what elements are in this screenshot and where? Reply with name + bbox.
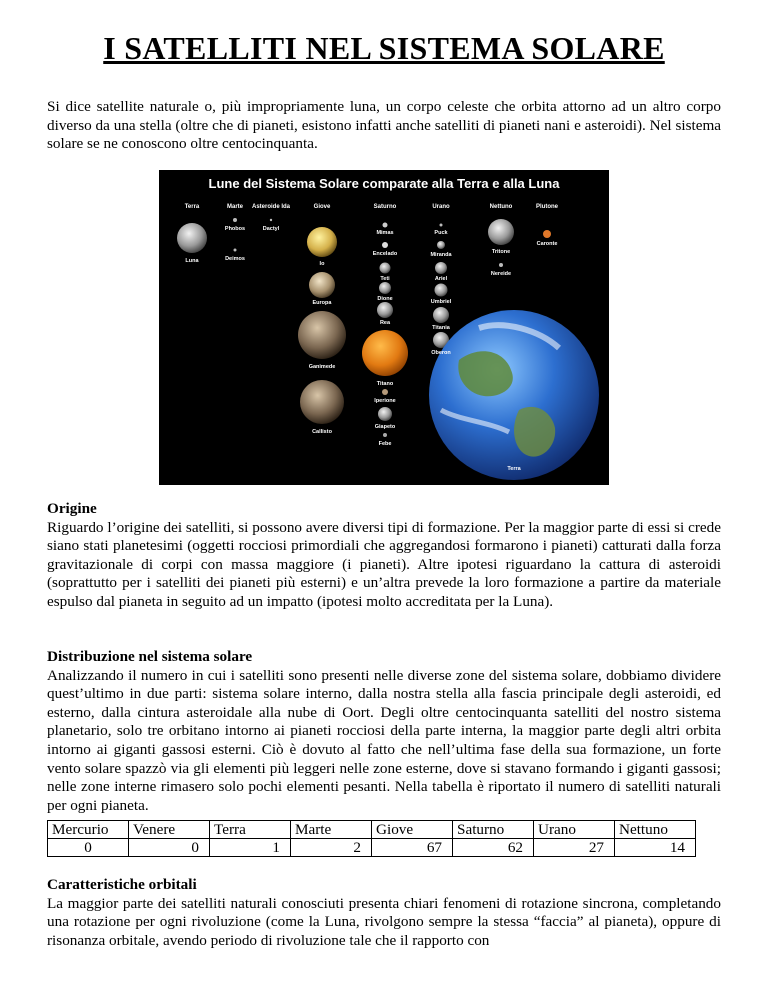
- section-caratteristiche: [47, 876, 721, 950]
- satellites-count-table: [47, 820, 696, 857]
- moon-label-oberon: Oberon: [431, 350, 451, 356]
- moon-label-nereide: Nereide: [490, 271, 512, 277]
- moon-label-callisto: Callisto: [312, 429, 332, 435]
- table-cell-planet: Venere: [129, 821, 210, 839]
- moon-label-luna: Luna: [185, 258, 199, 264]
- moons-comparison-graphic: [159, 170, 609, 485]
- moon-label-ariel: Ariel: [434, 276, 448, 282]
- moon-label-caronte: Caronte: [536, 241, 558, 247]
- table-cell-planet: Marte: [291, 821, 372, 839]
- table-cell-count: 62: [453, 839, 534, 857]
- titania-sphere: [433, 307, 449, 323]
- column-label-nettuno: Nettuno: [489, 204, 513, 210]
- tritone-sphere: [488, 219, 514, 245]
- moon-label-giapeto: Giapeto: [374, 424, 396, 430]
- moon-label-europa: Europa: [312, 300, 332, 306]
- column-label-saturno: Saturno: [373, 204, 397, 210]
- callisto-sphere: [300, 380, 344, 424]
- origine-heading: Origine: [47, 500, 97, 517]
- column-label-ida: Asteroide Ida: [251, 204, 291, 210]
- moon-label-puck: Puck: [434, 230, 448, 236]
- moon-label-dactyl: Dactyl: [262, 226, 280, 232]
- umbriel-sphere: [435, 284, 448, 297]
- table-header-row: [48, 821, 696, 839]
- moon-label-dione: Dione: [377, 296, 393, 302]
- distribuzione-heading: Distribuzione nel sistema solare: [47, 648, 253, 665]
- moon-label-rea: Rea: [379, 320, 391, 326]
- figure-title: Lune del Sistema Solare comparate alla Terra e alla Luna: [208, 176, 560, 191]
- origine-paragraph: Riguardo l’origine dei satelliti, si possono avere diversi tipi di formazione. Per la maggior parte di essi si crede siano stati planetesimi (oggetti rocciosi primordiali che aggregandosi formarono i pianeti) catturati dalla forza gravitazionale di corpi con massa maggiore (i pianeti). Altre ipotesi riguardano la cattura di asteroidi (soprattutto per i satelliti dei pianeti più esterni) e un’altra prevede la loro formazione a partire da materiale espulso dal pianeta in seguito ad un impatto (ipotesi molto accreditata per la Luna).: [47, 518, 721, 610]
- caronte-sphere: [543, 230, 551, 238]
- section-origine: [47, 500, 721, 612]
- document-title: I SATELLITI NEL SISTEMA SOLARE: [103, 30, 665, 66]
- moon-label-encelado: Encelado: [372, 251, 398, 257]
- moon-label-phobos: Phobos: [224, 226, 246, 232]
- phobos-sphere: [233, 218, 237, 222]
- titano-sphere: [362, 330, 408, 376]
- column-label-marte: Marte: [226, 204, 244, 210]
- dactyl-sphere: [270, 219, 272, 221]
- febe-sphere: [383, 433, 387, 437]
- table-row: [48, 839, 696, 857]
- deimos-sphere: [234, 249, 237, 252]
- section-distribuzione: [47, 648, 721, 815]
- miranda-sphere: [437, 241, 445, 249]
- table-cell-count: 0: [129, 839, 210, 857]
- moon-label-titano: Titano: [376, 381, 394, 387]
- io-sphere: [307, 227, 337, 257]
- moon-label-febe: Febe: [378, 441, 392, 447]
- table-cell-count: 1: [210, 839, 291, 857]
- moon-label-teti: Teti: [380, 276, 390, 282]
- earth-sphere: [429, 310, 599, 480]
- teti-sphere: [380, 263, 391, 274]
- table-cell-count: 14: [615, 839, 696, 857]
- caratteristiche-paragraph: La maggior parte dei satelliti naturali conosciuti presenta chiari fenomeni di rotazione sincrona, completando una rotazione per ogni rivoluzione (come la Luna, rivolgono sempre la stessa “faccia” al pianeta), oppure di risonanza orbitale, avendo periodo di rivoluzione tale che il rapporto con: [47, 894, 721, 949]
- moon-label-tritone: Tritone: [491, 249, 511, 255]
- luna-sphere: [177, 223, 207, 253]
- table-cell-count: 67: [372, 839, 453, 857]
- column-label-plutone: Plutone: [536, 204, 558, 210]
- intro-paragraph: Si dice satellite naturale o, più impropriamente luna, un corpo celeste che orbita attorno ad un altro corpo diverso da una stella (oltre che di pianeti, esistono infatti anche satelliti di pianeti nani e asteroidi). Nel sistema solare se ne conoscono oltre centocinquanta.: [47, 98, 721, 153]
- moon-label-iperione: Iperione: [374, 398, 396, 404]
- table-cell-planet: Giove: [372, 821, 453, 839]
- iperione-sphere: [382, 389, 388, 395]
- moon-label-titania: Titania: [432, 325, 450, 331]
- mimas-sphere: [383, 223, 388, 228]
- moon-label-deimos: Deimos: [225, 256, 245, 262]
- column-label-terra: Terra: [184, 204, 200, 210]
- table-cell-planet: Saturno: [453, 821, 534, 839]
- table-cell-planet: Terra: [210, 821, 291, 839]
- giapeto-sphere: [378, 407, 392, 421]
- table-cell-count: 2: [291, 839, 372, 857]
- rea-sphere: [377, 302, 393, 318]
- moon-label-io: Io: [319, 261, 325, 267]
- table-cell-count: 0: [48, 839, 129, 857]
- dione-sphere: [379, 282, 391, 294]
- nereide-sphere: [499, 263, 503, 267]
- puck-sphere: [440, 224, 443, 227]
- column-label-urano: Urano: [432, 204, 450, 210]
- table-cell-count: 27: [534, 839, 615, 857]
- caratteristiche-heading: Caratteristiche orbitali: [47, 876, 197, 893]
- europa-sphere: [309, 272, 335, 298]
- table-cell-planet: Urano: [534, 821, 615, 839]
- moon-label-miranda: Miranda: [430, 252, 452, 258]
- moon-label-ganimede: Ganimede: [308, 364, 336, 370]
- table-cell-planet: Nettuno: [615, 821, 696, 839]
- moon-label-umbriel: Umbriel: [430, 299, 452, 305]
- moons-comparison-image: [159, 170, 609, 485]
- ganimede-sphere: [298, 311, 346, 359]
- column-label-giove: Giove: [313, 204, 331, 210]
- table-cell-planet: Mercurio: [48, 821, 129, 839]
- moon-label-mimas: Mimas: [376, 230, 394, 236]
- encelado-sphere: [382, 242, 388, 248]
- earth-label: Terra: [507, 466, 521, 472]
- distribuzione-paragraph: Analizzando il numero in cui i satelliti sono presenti nelle diverse zone del sistema solare, dobbiamo dividere quest’ultimo in due parti: sistema solare interno, dalla nostra stella alla fascia principale degli asteroidi, ed esterno, dalla cintura asteroidale alla nube di Oort. Degli oltre centocinquanta satelliti del nostro sistema planetario, solo tre orbitano intorno ai pianeti rocciosi della parte interna, la maggior parte degli altri orbita intorno ai giganti gassosi esterni. Ciò è dovuto al fatto che nell’ultima fase della sua formazione, un forte vento solare spazzò via gli elementi più leggeri nelle zone esterne, dove si stavano formando i giganti gassosi; nelle zone interne rimasero solo pochi elementi pesanti. Nella tabella è riportato il numero di satelliti naturali per ogni pianeta.: [47, 666, 721, 814]
- ariel-sphere: [435, 262, 447, 274]
